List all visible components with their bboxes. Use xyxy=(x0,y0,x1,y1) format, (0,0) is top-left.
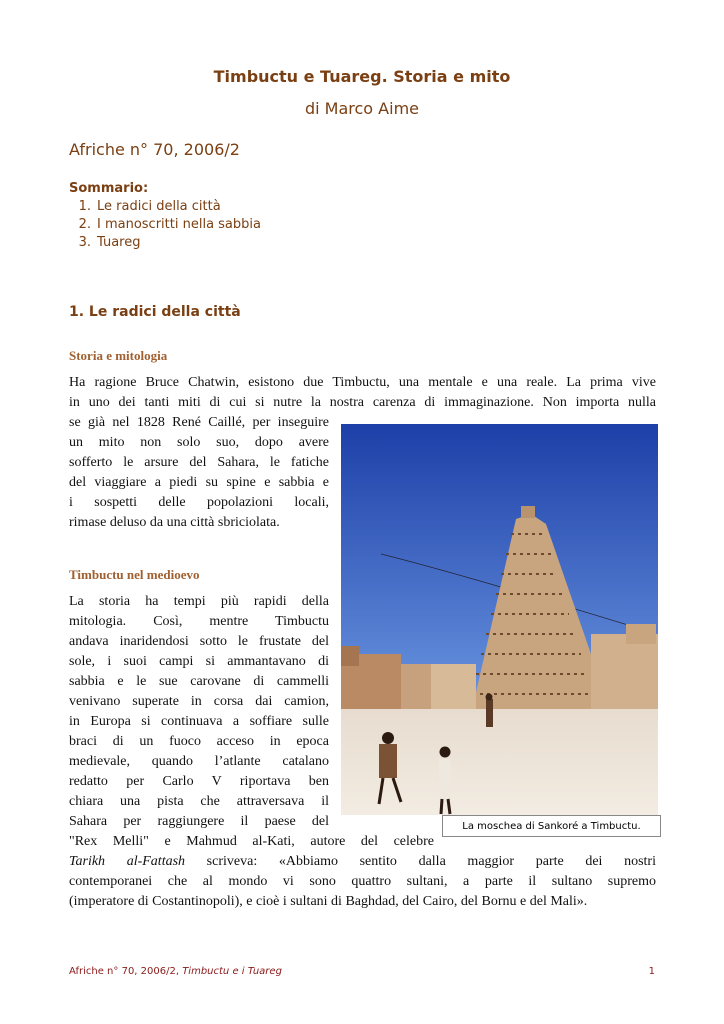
toc-number: 3. xyxy=(78,235,91,250)
paragraph-medium xyxy=(69,832,434,852)
toc-item[interactable] xyxy=(69,198,261,216)
section-heading: 1. Le radici della città xyxy=(69,304,241,320)
summary-heading: Sommario: xyxy=(69,181,149,196)
page-footer xyxy=(69,966,655,977)
text-line: del viaggiare a piedi su spine e sabbia e xyxy=(69,475,329,490)
toc-number: 1. xyxy=(78,199,91,214)
text-line: sofferto le arsure del Sahara, le fatiche xyxy=(69,455,329,470)
footer-source: Afriche n° 70, 2006/2, xyxy=(69,966,183,977)
document-title: Timbuctu e Tuareg. Storia e mito xyxy=(213,67,511,86)
figure-caption: La moschea di Sankoré a Timbuctu. xyxy=(442,815,661,837)
table-of-contents xyxy=(69,198,261,252)
text-line: andava inaridendosi sotto le frustate del xyxy=(69,634,329,649)
toc-item[interactable] xyxy=(69,216,261,234)
text-line: venivano superate in corsa dai camion, xyxy=(69,694,329,709)
toc-label[interactable]: I manoscritti nella sabbia xyxy=(97,217,261,232)
text-line: "Rex Melli" e Mahmud al-Kati, autore del celebre xyxy=(69,834,434,849)
toc-number: 2. xyxy=(78,217,91,232)
text-line: (imperatore di Costantinopoli), e cioè i sultani di Baghdad, del Cairo, del Bornu e del Mali». xyxy=(69,894,588,909)
text-line-with-italic xyxy=(69,852,656,872)
paragraph-full-width xyxy=(69,373,656,413)
text-line: sole, i suoi campi si ammantavano di xyxy=(69,654,329,669)
paragraph-narrow xyxy=(69,592,329,832)
text-line: medievale, quando l’atlante catalano xyxy=(69,754,329,769)
text-line: redatto per Carlo V riportava ben xyxy=(69,774,329,789)
paragraph-full-width xyxy=(69,852,656,912)
page-number: 1 xyxy=(648,966,655,977)
text-line: se già nel 1828 René Caillé, per inseguire xyxy=(69,415,329,430)
text-line: chiara una pista che attraversava il xyxy=(69,794,329,809)
document-author: di Marco Aime xyxy=(304,99,419,118)
text-line: un mito non solo suo, dopo avere xyxy=(69,435,329,450)
text-line: mitologia. Così, mentre Timbuctu xyxy=(69,614,329,629)
mosque-illustration xyxy=(341,424,658,815)
toc-label[interactable]: Le radici della città xyxy=(97,199,221,214)
book-title: Tarikh al-Fattash xyxy=(69,854,186,869)
text-line: in Europa si continuava a soffiare sulle xyxy=(69,714,329,729)
text-line: sabbia e le sue carovane di cammelli xyxy=(69,674,329,689)
toc-label[interactable]: Tuareg xyxy=(97,235,141,250)
text-line: La storia ha tempi più rapidi della xyxy=(69,594,329,609)
issue-label: Afriche n° 70, 2006/2 xyxy=(69,140,240,159)
text-line: contemporanei che al mondo vi sono quattro sultani, a parte il sultano supremo xyxy=(69,874,656,889)
toc-item[interactable] xyxy=(69,234,261,252)
text-line: braci di un fuoco acceso in epoca xyxy=(69,734,329,749)
subsection-heading: Storia e mitologia xyxy=(69,348,168,363)
subsection-heading: Timbuctu nel medioevo xyxy=(69,567,200,582)
text-line: Sahara per raggiungere il paese del xyxy=(69,814,329,829)
mosque-photo xyxy=(341,424,658,815)
paragraph-narrow xyxy=(69,413,329,533)
text-line: i sospetti delle popolazioni locali, xyxy=(69,495,329,510)
text-line: rimase deluso da una città sbriciolata. xyxy=(69,515,280,530)
text-span: scriveva: «Abbiamo sentito dalla maggior parte dei nostri xyxy=(185,854,656,869)
text-line: Ha ragione Bruce Chatwin, esistono due Timbuctu, una mentale e una reale. La prima vive xyxy=(69,375,656,390)
footer-title: Timbuctu e i Tuareg xyxy=(182,966,282,977)
text-line: in uno dei tanti miti di cui si nutre la nostra carenza di immaginazione. Non importa nulla xyxy=(69,395,656,410)
